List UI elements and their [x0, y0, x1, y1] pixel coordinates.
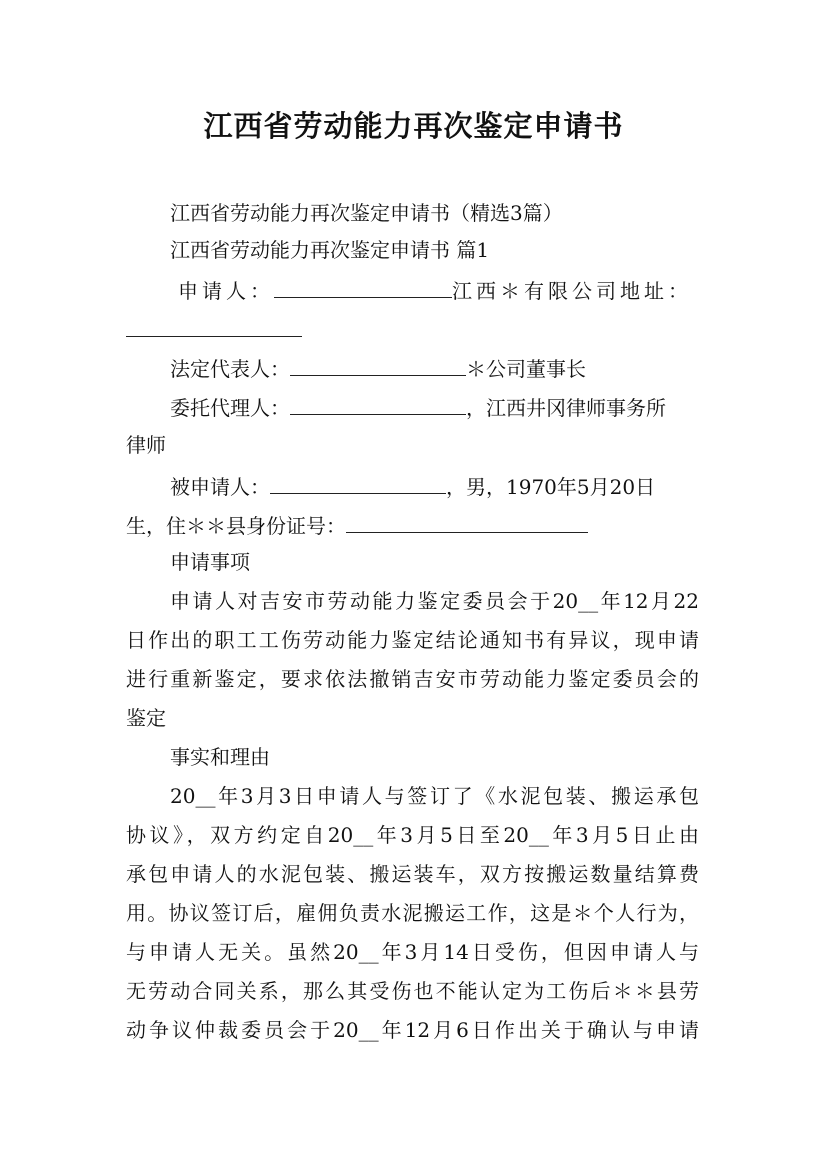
agent-label: 委托代理人：	[170, 396, 290, 420]
legal-rep-blank	[290, 355, 466, 376]
paragraph-line: 鉴定	[126, 706, 166, 730]
paragraph-line: 用。协议签订后，雇佣负责水泥搬运工作，这是＊个人行为，	[126, 901, 699, 925]
agent-line	[170, 394, 666, 420]
applicant-blank	[274, 277, 452, 298]
respondent-blank	[270, 473, 446, 494]
applicant-line	[178, 277, 692, 303]
agent-blank	[290, 394, 466, 415]
respondent-info: ，男，1970年5月20日	[446, 475, 656, 499]
paragraph-line: 进行重新鉴定，要求依法撤销吉安市劳动能力鉴定委员会的	[126, 667, 699, 691]
paragraph-line: 承包申请人的水泥包装、搬运装车，双方按搬运数量结算费	[126, 862, 699, 886]
paragraph-line: 动争议仲裁委员会于20__年12月6日作出关于确认与申请	[126, 1018, 699, 1042]
paragraph-line: 申请人对吉安市劳动能力鉴定委员会于20__年12月22	[170, 589, 699, 613]
id-blank	[346, 512, 588, 533]
subtitle: 江西省劳动能力再次鉴定申请书（精选3篇）	[170, 201, 563, 225]
legal-rep-title: ＊公司董事长	[466, 357, 586, 381]
id-label: 生，住＊＊县身份证号：	[126, 514, 346, 538]
section-heading-facts: 事实和理由	[170, 745, 270, 769]
section-heading-request: 申请事项	[170, 550, 250, 574]
applicant-company: 江西＊有限公司地址：	[452, 279, 692, 303]
address-blank	[126, 316, 302, 342]
applicant-label: 申请人：	[178, 279, 274, 303]
paragraph-line: 与申请人无关。虽然20__年3月14日受伤，但因申请人与	[126, 940, 699, 964]
paragraph-line: 协议》，双方约定自20__年3月5日至20__年3月5日止由	[126, 823, 699, 847]
legal-rep-line	[170, 355, 586, 381]
legal-rep-label: 法定代表人：	[170, 357, 290, 381]
section-heading: 江西省劳动能力再次鉴定申请书 篇1	[170, 238, 490, 262]
paragraph-line: 无劳动合同关系，那么其受伤也不能认定为工伤后＊＊县劳	[126, 979, 699, 1003]
agent-firm: ，江西井冈律师事务所	[466, 396, 666, 420]
agent-line-cont: 律师	[126, 433, 166, 457]
respondent-line	[170, 473, 655, 499]
paragraph-line: 20__年3月3日申请人与签订了《水泥包装、搬运承包	[170, 784, 699, 808]
paragraph-line: 日作出的职工工伤劳动能力鉴定结论通知书有异议，现申请	[126, 628, 699, 652]
respondent-line-cont	[126, 512, 588, 538]
respondent-label: 被申请人：	[170, 475, 270, 499]
document-title: 江西省劳动能力再次鉴定申请书	[203, 109, 624, 143]
